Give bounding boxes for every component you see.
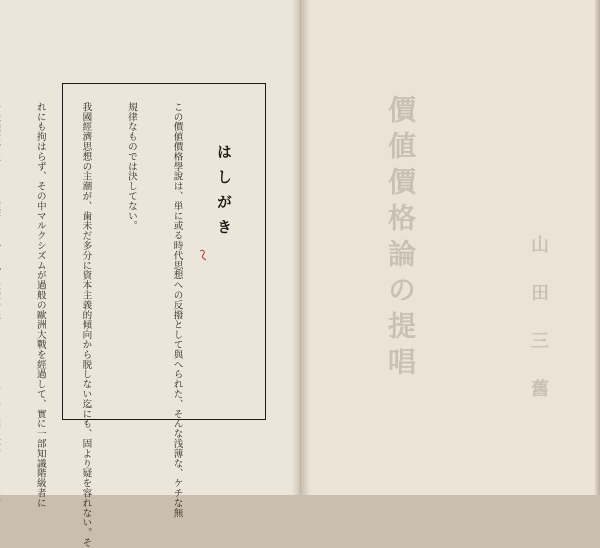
preface-frame [34,83,266,548]
preface-line: この價値價格學說は、単に或る時代思想への反撥として與へられた、そんな浅薄な、ケチな無 [171,102,183,518]
preface-line: 規律なものでは決してない。 [125,102,137,231]
bleed-through-title: 價値價格論の提唱 [384,95,417,383]
pencil-mark [198,249,208,261]
preface-line: 我國經濟思想の主潮が、歯未だ多分に資本主義的傾向から脱しない迄にも、固より疑を容れない。そ [80,102,92,548]
preface-line [0,102,2,412]
preface-line: れにも拘はらず、その中マルクシズムが過般の歐洲大戰を經過して、實に一部知識階級者に [34,102,46,508]
preface-body [0,102,215,548]
preface-heading: はしがき [215,144,233,244]
book-gutter [292,0,310,495]
page-edge-shadow [594,0,600,495]
bleed-through-author: 山 田 三 舊 [528,235,549,403]
right-page [301,0,600,495]
